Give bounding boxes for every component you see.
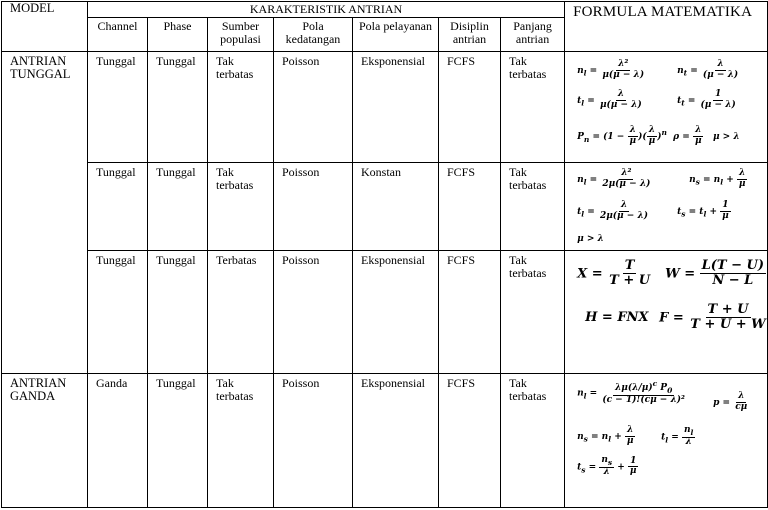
cell-disiplin: FCFS — [439, 251, 501, 374]
header-kedatangan: Pola kedatangan — [274, 18, 353, 52]
cell-panjang: Tak terbatas — [501, 374, 565, 508]
header-sumber: Sumber populasi — [208, 18, 274, 52]
cell-phase: Tunggal — [148, 52, 208, 163]
cell-channel: Tunggal — [88, 52, 148, 163]
table-row — [2, 163, 768, 251]
cell-pelayanan: Eksponensial — [353, 374, 439, 508]
cell-channel: Tunggal — [88, 163, 148, 251]
formula-mm1: $n_l$ = $\frac{\text{λ²}}{\mu(\mu - \lambda)}$ $n_t$ = $\frac{\lambda}{(\mu - \lambda)}$ $t_l$ = $\frac{\lambda}{\mu(\mu - \lambda)}$ $t_t$ = $\frac{1}{(\mu - \lambda)}$ $P_n = (1$ − $\frac{\lambda}{\mu}$ )( $\frac{\lambda}{\mu}$ )$^n$ ρ = $\frac{\lambda}{\mu}$ μ > λ — [565, 52, 768, 163]
table-row — [2, 251, 768, 374]
queue-model-table — [1, 1, 768, 508]
header-karakteristik: KARAKTERISTIK ANTRIAN — [88, 2, 565, 18]
cell-panjang: Tak terbatas — [501, 163, 565, 251]
cell-kedatangan: Poisson — [274, 163, 353, 251]
header-channel: Channel — [88, 18, 148, 52]
cell-sumber: Tak terbatas — [208, 52, 274, 163]
header-disiplin: Disiplin antrian — [439, 18, 501, 52]
cell-sumber: Tak terbatas — [208, 374, 274, 508]
cell-pelayanan: Eksponensial — [353, 251, 439, 374]
header-pelayanan: Pola pelayanan — [353, 18, 439, 52]
cell-phase: Tunggal — [148, 163, 208, 251]
table-row — [2, 374, 768, 508]
cell-kedatangan: Poisson — [274, 251, 353, 374]
cell-pelayanan: Konstan — [353, 163, 439, 251]
table-row — [2, 52, 768, 163]
cell-disiplin: FCFS — [439, 163, 501, 251]
header-formula: FORMULA MATEMATIKA — [565, 2, 768, 52]
header-model: MODEL — [2, 2, 88, 52]
cell-channel: Ganda — [88, 374, 148, 508]
header-phase: Phase — [148, 18, 208, 52]
cell-pelayanan: Eksponensial — [353, 52, 439, 163]
formula-md1: $n_l$ = $\frac{\text{λ²}}{2\mu(\mu - \lambda)}$ $n_s = n_l$ + $\frac{\lambda}{\mu}$ $t_l$ = $\frac{\lambda}{2\mu(\mu - \lambda)}$ $t_s = t_l$ + $\frac{1}{\mu}$ μ > λ — [565, 163, 768, 251]
cell-phase: Tunggal — [148, 374, 208, 508]
header-panjang: Panjang antrian — [501, 18, 565, 52]
formula-finite: X = $\frac{T}{T + U}$ W = $\frac{L(T - U)}{N - L}$ H = FNX F = $\frac{T + U}{T + U + W}$ — [565, 251, 768, 374]
cell-sumber: Tak terbatas — [208, 163, 274, 251]
cell-kedatangan: Poisson — [274, 52, 353, 163]
cell-panjang: Tak terbatas — [501, 251, 565, 374]
formula-mmc: $n_l$ = $\frac{\lambda\mu(\lambda/\mu)^c P_0}{\text{(c − 1)!(cμ − λ)²}}$ p = $\frac{\lambda}{c\mu}$ $n_s = n_l$ + $\frac{\lambda}{\mu}$ $t_l$ = $\frac{n_l}{\lambda}$ $t_s$ = $\frac{n_s}{\lambda}$ + $\frac{1}{\mu}$ — [565, 374, 768, 508]
cell-phase: Tunggal — [148, 251, 208, 374]
cell-channel: Tunggal — [88, 251, 148, 374]
cell-disiplin: FCFS — [439, 52, 501, 163]
group-label-tunggal: ANTRIAN TUNGGAL — [2, 52, 88, 374]
cell-kedatangan: Poisson — [274, 374, 353, 508]
cell-sumber: Terbatas — [208, 251, 274, 374]
cell-panjang: Tak terbatas — [501, 52, 565, 163]
cell-disiplin: FCFS — [439, 374, 501, 508]
group-label-ganda: ANTRIAN GANDA — [2, 374, 88, 508]
